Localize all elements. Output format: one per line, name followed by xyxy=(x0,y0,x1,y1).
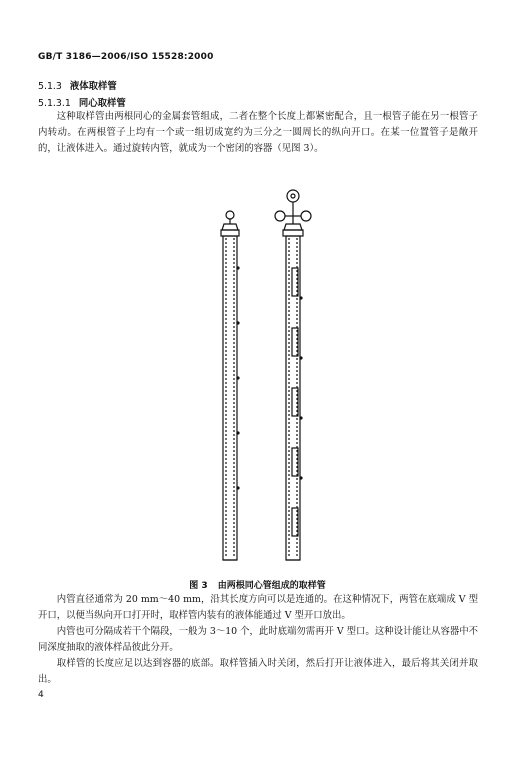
concentric-tube-drawing xyxy=(275,190,311,560)
figure-caption-text: 由两根同心管组成的取样管 xyxy=(217,581,326,591)
section-heading-5-1-3-1 xyxy=(38,95,126,109)
sampling-tube-figure xyxy=(190,188,340,566)
figure-label: 图 3 xyxy=(189,581,208,591)
paragraph-length: 取样管的长度应足以达到容器的底部。取样管插入时关闭，然后打开让液体进入，最后将其关闭并取出。 xyxy=(38,658,478,685)
section-title: 液体取样管 xyxy=(69,81,117,92)
paragraph-description: 这种取样管由两根同心的金属套管组成，二者在整个长度上都紧密配合，且一根管子能在另一根管子内转动。在两根管子上均有一个或一组切成宽约为三分之一圆周长的纵向开口。在某一位置管子是敞开的，让液体进入。通过旋转内管，就成为一个密闭的容器（见图 3）。 xyxy=(38,111,478,154)
standard-header: GB/T 3186—2006/ISO 15528:2000 xyxy=(38,52,214,62)
outer-tube-drawing xyxy=(221,211,239,560)
paragraph-inner-diameter: 内管直径通常为 20 mm～40 mm，沿其长度方向可以是连通的。在这种情况下，两管在底端成 V 型开口，以便当纵向开口打开时，取样管内装有的液体能通过 V 型开口放出。 xyxy=(38,594,478,621)
section-title: 同心取样管 xyxy=(78,98,126,109)
paragraph-compartments: 内管也可分隔成若干个隔段，一般为 3～10 个，此时底端勿需再开 V 型口。这种设计能让从容器中不同深度抽取的液体样品彼此分开。 xyxy=(38,626,478,653)
figure-caption xyxy=(0,578,515,591)
page-number: 4 xyxy=(38,690,44,700)
section-number: 5.1.3.1 xyxy=(38,98,71,109)
section-number: 5.1.3 xyxy=(38,81,62,92)
section-heading-5-1-3 xyxy=(38,78,117,92)
